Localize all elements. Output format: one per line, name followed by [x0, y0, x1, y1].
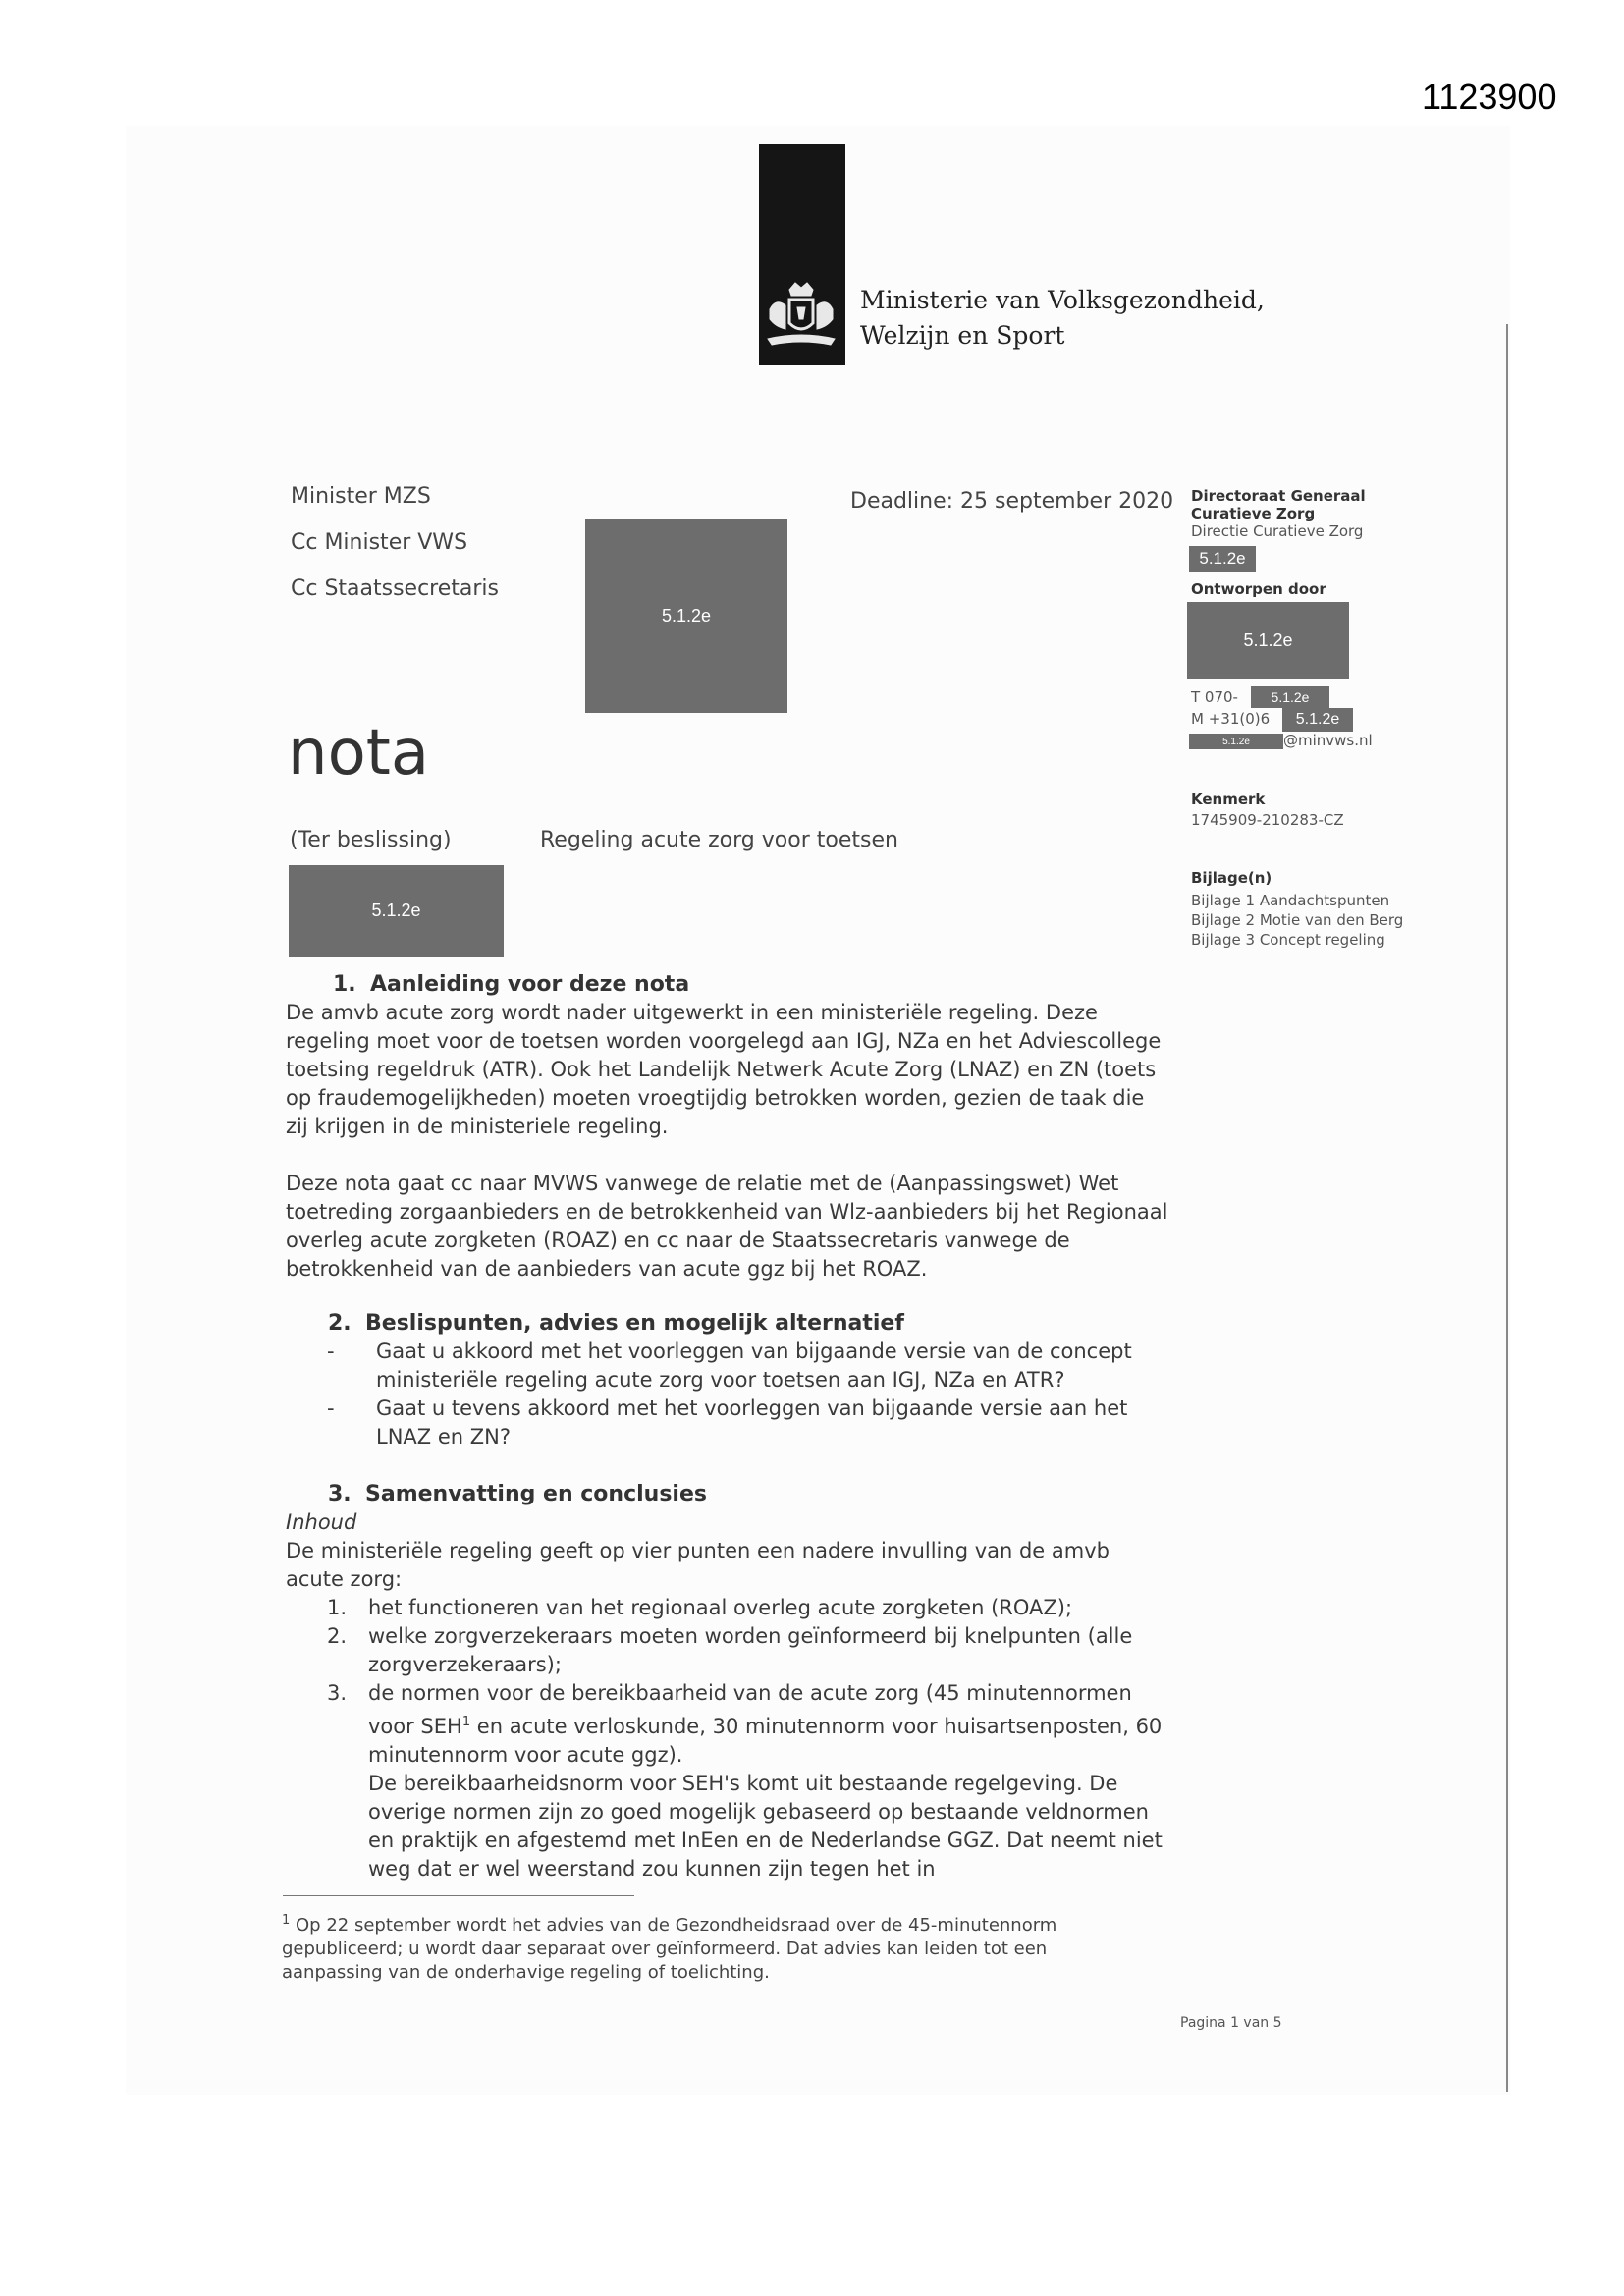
document-number: 1123900 — [1422, 77, 1557, 117]
page-edge-line — [1506, 324, 1508, 2092]
phone-label: T 070- — [1191, 688, 1238, 706]
addressee-2: Cc Minister VWS — [291, 530, 468, 555]
ministry-name: Ministerie van Volksgezondheid, Welzijn en Sport — [860, 286, 1265, 350]
section-heading: 1. Aanleiding voor deze nota — [333, 972, 690, 997]
section-heading: 2. Beslispunten, advies en mogelijk alternatief — [328, 1311, 904, 1336]
paragraph: De bereikbaarheidsnorm voor SEH's komt uit bestaande regelgeving. De overige normen zijn zo goed mogelijk gebaseerd op bestaande veldnormen en praktijk en afgestemd met InEen en de Nederlandse GGZ. Dat neemt niet weg dat er wel weerstand zou kunnen zijn tegen het in — [368, 1772, 1163, 1881]
list-item: 2. welke zorgverzekeraars moeten worden geïnformeerd bij knelpunten (alle zorgverzekeraars); — [326, 1624, 1133, 1676]
footnote-rule — [283, 1895, 634, 1896]
page-number: Pagina 1 van 5 — [1180, 2015, 1282, 2031]
sidebar-department: Directoraat Generaal Curatieve Zorg Directie Curatieve Zorg — [1191, 487, 1366, 540]
kenmerk-label: Kenmerk — [1191, 791, 1266, 808]
kenmerk-value: 1745909-210283-CZ — [1191, 811, 1344, 829]
section-heading: 3. Samenvatting en conclusies — [328, 1482, 707, 1506]
bullet-item: - Gaat u akkoord met het voorleggen van bijgaande versie van de concept ministeriële regeling acute zorg voor toetsen aan IGJ, NZa en ATR? — [327, 1339, 1132, 1392]
bijlage-item: Bijlage 2 Motie van den Berg — [1191, 911, 1404, 929]
footnote: $^1$ Op 22 september wordt het advies van de Gezondheidsraad over de 45-minutennorm gepubliceerd; u wordt daar separaat over geïnformeerd. Dat advies kan leiden tot een aanpassing van de onderhavige regeling of toelichting. — [282, 1913, 1057, 1983]
addressee-3: Cc Staatssecretaris — [291, 576, 500, 601]
coat-of-arms-icon — [762, 280, 840, 349]
redaction-box: 5.1.2e — [289, 865, 504, 957]
email-suffix: @minvws.nl — [1283, 732, 1373, 749]
bijlagen-list — [1191, 891, 1403, 950]
redaction-box: 5.1.2e — [1187, 602, 1349, 679]
bullet-item: - Gaat u tevens akkoord met het voorleggen van bijgaande versie aan het LNAZ en ZN? — [327, 1396, 1128, 1449]
redaction-box: 5.1.2e — [1251, 686, 1329, 708]
section-1 — [286, 970, 1169, 1284]
footnote-ref: 1 — [461, 1715, 471, 1729]
bijlage-item: Bijlage 3 Concept regeling — [1191, 931, 1385, 949]
document-title: nota — [288, 717, 430, 790]
redaction-box: 5.1.2e — [1282, 708, 1353, 732]
subheading: Inhoud — [286, 1510, 357, 1534]
document-subject: Regeling acute zorg voor toetsen — [540, 828, 898, 852]
document-type: (Ter beslissing) — [290, 828, 452, 852]
paragraph: De ministeriële regeling geeft op vier punten een nadere invulling van de amvb acute zorg: — [286, 1539, 1110, 1591]
mobile-label: M +31(0)6 — [1191, 710, 1271, 728]
redaction-box: 5.1.2e — [1189, 546, 1256, 572]
bijlage-item: Bijlage 1 Aandachtspunten — [1191, 892, 1390, 909]
section-3 — [286, 1480, 1169, 1884]
ontworpen-door-label: Ontworpen door — [1191, 580, 1326, 598]
list-item: 3. de normen voor de bereikbaarheid van de acute zorg (45 minutennormen voor SEH$^1$ en acute verloskunde, 30 minutennorm voor huisartsenposten, 60 minutennorm voor acute ggz). — [326, 1681, 1163, 1767]
bijlagen-label: Bijlage(n) — [1191, 869, 1272, 887]
deadline: Deadline: 25 september 2020 — [850, 489, 1174, 514]
paragraph: Deze nota gaat cc naar MVWS vanwege de relatie met de (Aanpassingswet) Wet toetreding zorgaanbieders en de betrokkenheid van Wlz-aanbieders bij het Regionaal overleg acute zorgketen (ROAZ) en cc naar de Staatssecretaris vanwege de betrokkenheid van de aanbieders van acute ggz bij het ROAZ. — [286, 1172, 1168, 1281]
redaction-box: 5.1.2e — [585, 519, 787, 713]
paragraph: De amvb acute zorg wordt nader uitgewerkt in een ministeriële regeling. Deze regeling moet voor de toetsen worden voorgelegd aan IGJ, NZa en het Adviescollege toetsing regeldruk (ATR). Ook het Landelijk Netwerk Acute Zorg (LNAZ) en ZN (toets op fraudemogelijkheden) moeten vroegtijdig betrokken worden, gezien de taak die zij krijgen in de ministeriele regeling. — [286, 1001, 1162, 1138]
addressee-1: Minister MZS — [291, 484, 431, 509]
redaction-box: 5.1.2e — [1189, 734, 1283, 749]
list-item: 1. het functioneren van het regionaal overleg acute zorgketen (ROAZ); — [326, 1596, 1073, 1619]
section-2 — [286, 1309, 1169, 1451]
